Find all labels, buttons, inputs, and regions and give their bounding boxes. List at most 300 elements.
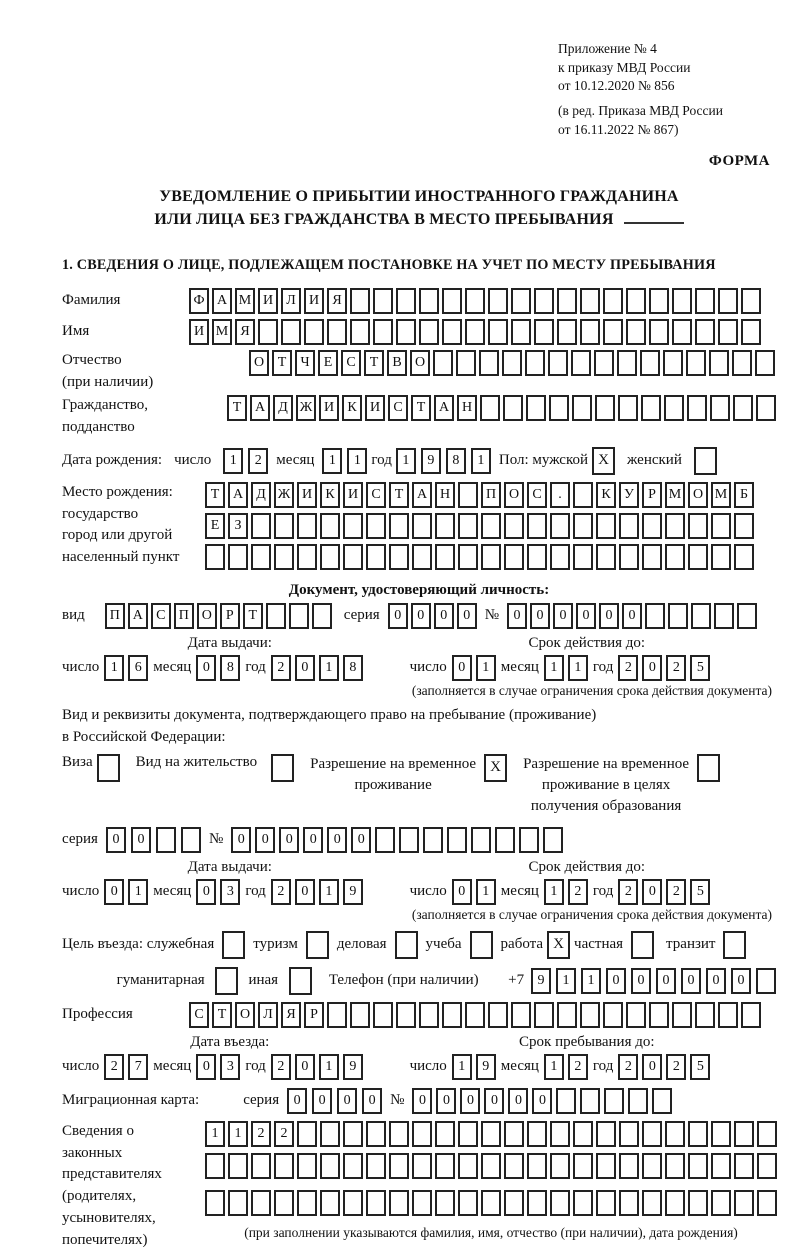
char-cell[interactable]	[757, 1153, 777, 1179]
char-cell[interactable]	[465, 319, 485, 345]
char-cell[interactable]	[442, 1002, 462, 1028]
char-cell[interactable]: 0	[681, 968, 701, 994]
char-cell[interactable]	[596, 1190, 616, 1216]
char-cell[interactable]: Т	[205, 482, 225, 508]
char-cell[interactable]	[556, 1088, 576, 1114]
purpose-tourism-checkbox[interactable]	[306, 931, 329, 959]
char-cell[interactable]: 2	[104, 1054, 124, 1080]
char-cell[interactable]	[571, 350, 591, 376]
char-cell[interactable]: О	[235, 1002, 255, 1028]
char-cell[interactable]	[757, 1190, 777, 1216]
char-cell[interactable]	[641, 395, 661, 421]
char-cell[interactable]: Ф	[189, 288, 209, 314]
char-cell[interactable]	[580, 288, 600, 314]
char-cell[interactable]	[688, 1153, 708, 1179]
char-cell[interactable]: А	[250, 395, 270, 421]
char-cell[interactable]: Я	[327, 288, 347, 314]
char-cell[interactable]	[572, 395, 592, 421]
char-cell[interactable]: О	[249, 350, 269, 376]
char-cell[interactable]: Ж	[274, 482, 294, 508]
char-cell[interactable]	[734, 544, 754, 570]
char-cell[interactable]: 8	[343, 655, 363, 681]
char-cell[interactable]	[343, 513, 363, 539]
char-cell[interactable]	[718, 288, 738, 314]
char-cell[interactable]	[281, 319, 301, 345]
char-cell[interactable]: Д	[251, 482, 271, 508]
char-cell[interactable]	[258, 319, 278, 345]
char-cell[interactable]	[756, 968, 776, 994]
char-cell[interactable]	[665, 544, 685, 570]
char-cell[interactable]	[350, 319, 370, 345]
char-cell[interactable]: А	[412, 482, 432, 508]
char-cell[interactable]	[412, 1190, 432, 1216]
char-cell[interactable]: 8	[220, 655, 240, 681]
char-cell[interactable]	[412, 1153, 432, 1179]
char-cell[interactable]	[433, 350, 453, 376]
char-cell[interactable]	[619, 1153, 639, 1179]
char-cell[interactable]	[734, 1153, 754, 1179]
char-cell[interactable]: 0	[196, 1054, 216, 1080]
char-cell[interactable]	[573, 1153, 593, 1179]
char-cell[interactable]: Н	[457, 395, 477, 421]
char-cell[interactable]: 5	[690, 1054, 710, 1080]
char-cell[interactable]	[435, 1190, 455, 1216]
char-cell[interactable]: У	[619, 482, 639, 508]
char-cell[interactable]: 1	[556, 968, 576, 994]
char-cell[interactable]	[649, 288, 669, 314]
char-cell[interactable]	[618, 395, 638, 421]
char-cell[interactable]: 0	[460, 1088, 480, 1114]
char-cell[interactable]	[741, 288, 761, 314]
char-cell[interactable]	[550, 1153, 570, 1179]
char-cell[interactable]	[442, 319, 462, 345]
char-cell[interactable]	[304, 319, 324, 345]
char-cell[interactable]	[274, 1190, 294, 1216]
char-cell[interactable]	[672, 288, 692, 314]
char-cell[interactable]: О	[504, 482, 524, 508]
char-cell[interactable]	[343, 1190, 363, 1216]
char-cell[interactable]	[251, 1153, 271, 1179]
char-cell[interactable]: Т	[411, 395, 431, 421]
char-cell[interactable]: 0	[452, 879, 472, 905]
char-cell[interactable]	[399, 827, 419, 853]
char-cell[interactable]	[456, 350, 476, 376]
char-cell[interactable]: 0	[287, 1088, 307, 1114]
char-cell[interactable]	[503, 395, 523, 421]
char-cell[interactable]	[596, 1121, 616, 1147]
char-cell[interactable]	[504, 544, 524, 570]
char-cell[interactable]	[350, 288, 370, 314]
char-cell[interactable]	[419, 1002, 439, 1028]
char-cell[interactable]	[594, 350, 614, 376]
char-cell[interactable]	[603, 288, 623, 314]
char-cell[interactable]	[458, 1190, 478, 1216]
char-cell[interactable]: О	[197, 603, 217, 629]
purpose-other-checkbox[interactable]	[289, 967, 312, 995]
char-cell[interactable]	[550, 1190, 570, 1216]
char-cell[interactable]: Д	[273, 395, 293, 421]
char-cell[interactable]	[527, 1121, 547, 1147]
char-cell[interactable]	[580, 1088, 600, 1114]
char-cell[interactable]: 2	[618, 1054, 638, 1080]
char-cell[interactable]	[205, 544, 225, 570]
char-cell[interactable]	[534, 319, 554, 345]
char-cell[interactable]	[343, 544, 363, 570]
char-cell[interactable]: 1	[347, 448, 367, 474]
char-cell[interactable]: 1	[476, 655, 496, 681]
char-cell[interactable]: 5	[690, 879, 710, 905]
char-cell[interactable]: Б	[734, 482, 754, 508]
purpose-business-checkbox[interactable]	[395, 931, 418, 959]
char-cell[interactable]	[548, 350, 568, 376]
char-cell[interactable]	[465, 288, 485, 314]
char-cell[interactable]	[366, 544, 386, 570]
char-cell[interactable]	[366, 513, 386, 539]
char-cell[interactable]: 0	[642, 655, 662, 681]
char-cell[interactable]: Р	[220, 603, 240, 629]
char-cell[interactable]	[495, 827, 515, 853]
char-cell[interactable]: 2	[568, 879, 588, 905]
char-cell[interactable]: 1	[476, 879, 496, 905]
char-cell[interactable]	[389, 544, 409, 570]
char-cell[interactable]	[734, 1121, 754, 1147]
char-cell[interactable]: 2	[666, 655, 686, 681]
purpose-work-checkbox[interactable]: X	[547, 931, 570, 959]
char-cell[interactable]	[343, 1153, 363, 1179]
char-cell[interactable]	[511, 1002, 531, 1028]
char-cell[interactable]	[695, 288, 715, 314]
char-cell[interactable]	[695, 1002, 715, 1028]
char-cell[interactable]	[628, 1088, 648, 1114]
char-cell[interactable]: 6	[128, 655, 148, 681]
char-cell[interactable]: 0	[106, 827, 126, 853]
char-cell[interactable]: 0	[631, 968, 651, 994]
char-cell[interactable]	[664, 395, 684, 421]
char-cell[interactable]	[366, 1121, 386, 1147]
char-cell[interactable]	[504, 513, 524, 539]
char-cell[interactable]	[688, 1190, 708, 1216]
char-cell[interactable]: С	[341, 350, 361, 376]
char-cell[interactable]	[527, 1153, 547, 1179]
char-cell[interactable]	[274, 544, 294, 570]
char-cell[interactable]	[366, 1190, 386, 1216]
temp-residence-checkbox[interactable]: X	[484, 754, 507, 782]
char-cell[interactable]	[481, 1190, 501, 1216]
char-cell[interactable]: И	[258, 288, 278, 314]
char-cell[interactable]: А	[228, 482, 248, 508]
char-cell[interactable]: 2	[271, 879, 291, 905]
char-cell[interactable]: 1	[581, 968, 601, 994]
char-cell[interactable]	[297, 544, 317, 570]
char-cell[interactable]	[596, 513, 616, 539]
char-cell[interactable]	[652, 1088, 672, 1114]
char-cell[interactable]	[465, 1002, 485, 1028]
char-cell[interactable]	[755, 350, 775, 376]
char-cell[interactable]	[366, 1153, 386, 1179]
char-cell[interactable]	[691, 603, 711, 629]
char-cell[interactable]	[640, 350, 660, 376]
char-cell[interactable]	[458, 1153, 478, 1179]
char-cell[interactable]: 1	[544, 655, 564, 681]
char-cell[interactable]: 5	[690, 655, 710, 681]
char-cell[interactable]	[412, 544, 432, 570]
char-cell[interactable]	[181, 827, 201, 853]
char-cell[interactable]	[471, 827, 491, 853]
char-cell[interactable]	[327, 1002, 347, 1028]
char-cell[interactable]: М	[235, 288, 255, 314]
char-cell[interactable]	[481, 1153, 501, 1179]
char-cell[interactable]	[573, 482, 593, 508]
char-cell[interactable]	[642, 1153, 662, 1179]
char-cell[interactable]	[458, 1121, 478, 1147]
char-cell[interactable]	[488, 319, 508, 345]
char-cell[interactable]: И	[343, 482, 363, 508]
char-cell[interactable]	[714, 603, 734, 629]
char-cell[interactable]: 2	[618, 879, 638, 905]
char-cell[interactable]: П	[105, 603, 125, 629]
char-cell[interactable]: С	[388, 395, 408, 421]
char-cell[interactable]	[458, 482, 478, 508]
char-cell[interactable]	[297, 1121, 317, 1147]
char-cell[interactable]	[550, 1121, 570, 1147]
char-cell[interactable]	[511, 319, 531, 345]
char-cell[interactable]	[732, 350, 752, 376]
char-cell[interactable]	[741, 319, 761, 345]
char-cell[interactable]	[580, 319, 600, 345]
char-cell[interactable]	[396, 319, 416, 345]
char-cell[interactable]: 0	[452, 655, 472, 681]
char-cell[interactable]	[350, 1002, 370, 1028]
char-cell[interactable]	[228, 544, 248, 570]
char-cell[interactable]	[688, 1121, 708, 1147]
char-cell[interactable]	[665, 513, 685, 539]
char-cell[interactable]	[649, 319, 669, 345]
char-cell[interactable]	[297, 1153, 317, 1179]
char-cell[interactable]: 0	[351, 827, 371, 853]
char-cell[interactable]	[642, 544, 662, 570]
char-cell[interactable]	[327, 319, 347, 345]
char-cell[interactable]: 0	[295, 1054, 315, 1080]
char-cell[interactable]: 8	[446, 448, 466, 474]
char-cell[interactable]: А	[434, 395, 454, 421]
char-cell[interactable]: Р	[304, 1002, 324, 1028]
char-cell[interactable]: Р	[642, 482, 662, 508]
char-cell[interactable]: 0	[622, 603, 642, 629]
char-cell[interactable]	[205, 1153, 225, 1179]
char-cell[interactable]	[396, 288, 416, 314]
char-cell[interactable]	[419, 319, 439, 345]
char-cell[interactable]	[603, 1002, 623, 1028]
char-cell[interactable]	[504, 1121, 524, 1147]
char-cell[interactable]: 0	[508, 1088, 528, 1114]
char-cell[interactable]	[626, 1002, 646, 1028]
char-cell[interactable]	[695, 319, 715, 345]
char-cell[interactable]: 0	[255, 827, 275, 853]
char-cell[interactable]: 0	[706, 968, 726, 994]
char-cell[interactable]: 9	[531, 968, 551, 994]
char-cell[interactable]	[596, 544, 616, 570]
char-cell[interactable]: 3	[220, 879, 240, 905]
char-cell[interactable]	[343, 1121, 363, 1147]
char-cell[interactable]	[595, 395, 615, 421]
char-cell[interactable]: И	[297, 482, 317, 508]
char-cell[interactable]: 1	[471, 448, 491, 474]
char-cell[interactable]	[580, 1002, 600, 1028]
char-cell[interactable]: 1	[452, 1054, 472, 1080]
char-cell[interactable]	[557, 288, 577, 314]
char-cell[interactable]: 0	[279, 827, 299, 853]
char-cell[interactable]: Л	[258, 1002, 278, 1028]
char-cell[interactable]	[626, 319, 646, 345]
char-cell[interactable]	[320, 513, 340, 539]
char-cell[interactable]	[442, 288, 462, 314]
char-cell[interactable]	[737, 603, 757, 629]
char-cell[interactable]: И	[319, 395, 339, 421]
char-cell[interactable]	[596, 1153, 616, 1179]
char-cell[interactable]	[688, 544, 708, 570]
char-cell[interactable]: 0	[327, 827, 347, 853]
char-cell[interactable]: 0	[553, 603, 573, 629]
char-cell[interactable]	[718, 1002, 738, 1028]
char-cell[interactable]: 2	[271, 1054, 291, 1080]
char-cell[interactable]: 0	[196, 655, 216, 681]
char-cell[interactable]: 9	[343, 879, 363, 905]
char-cell[interactable]: В	[387, 350, 407, 376]
char-cell[interactable]	[419, 288, 439, 314]
char-cell[interactable]	[519, 827, 539, 853]
char-cell[interactable]: 0	[436, 1088, 456, 1114]
char-cell[interactable]	[412, 513, 432, 539]
char-cell[interactable]	[312, 603, 332, 629]
char-cell[interactable]: А	[212, 288, 232, 314]
char-cell[interactable]: 1	[128, 879, 148, 905]
char-cell[interactable]: 0	[599, 603, 619, 629]
char-cell[interactable]: 0	[457, 603, 477, 629]
char-cell[interactable]	[373, 319, 393, 345]
char-cell[interactable]	[550, 513, 570, 539]
char-cell[interactable]	[642, 1190, 662, 1216]
char-cell[interactable]: 3	[220, 1054, 240, 1080]
visa-checkbox[interactable]	[97, 754, 120, 782]
char-cell[interactable]: О	[688, 482, 708, 508]
purpose-humanitarian-checkbox[interactable]	[215, 967, 238, 995]
char-cell[interactable]: 2	[274, 1121, 294, 1147]
sex-male-checkbox[interactable]: X	[592, 447, 615, 475]
char-cell[interactable]	[526, 395, 546, 421]
char-cell[interactable]: Т	[243, 603, 263, 629]
char-cell[interactable]: П	[174, 603, 194, 629]
char-cell[interactable]: 2	[568, 1054, 588, 1080]
char-cell[interactable]: 0	[295, 655, 315, 681]
char-cell[interactable]	[373, 1002, 393, 1028]
char-cell[interactable]: З	[228, 513, 248, 539]
char-cell[interactable]	[665, 1190, 685, 1216]
char-cell[interactable]	[573, 1190, 593, 1216]
char-cell[interactable]: 0	[606, 968, 626, 994]
char-cell[interactable]: Т	[227, 395, 247, 421]
char-cell[interactable]	[435, 544, 455, 570]
char-cell[interactable]: 9	[476, 1054, 496, 1080]
char-cell[interactable]	[733, 395, 753, 421]
char-cell[interactable]: 1	[104, 655, 124, 681]
char-cell[interactable]: Т	[389, 482, 409, 508]
char-cell[interactable]: 0	[412, 1088, 432, 1114]
char-cell[interactable]	[228, 1153, 248, 1179]
char-cell[interactable]	[274, 1153, 294, 1179]
char-cell[interactable]: К	[596, 482, 616, 508]
char-cell[interactable]: Т	[272, 350, 292, 376]
purpose-private-checkbox[interactable]	[631, 931, 654, 959]
char-cell[interactable]	[619, 1121, 639, 1147]
char-cell[interactable]: С	[527, 482, 547, 508]
char-cell[interactable]: Н	[435, 482, 455, 508]
char-cell[interactable]	[274, 513, 294, 539]
char-cell[interactable]: Я	[281, 1002, 301, 1028]
char-cell[interactable]: С	[151, 603, 171, 629]
char-cell[interactable]: 7	[128, 1054, 148, 1080]
char-cell[interactable]	[373, 288, 393, 314]
char-cell[interactable]: 0	[362, 1088, 382, 1114]
char-cell[interactable]	[389, 1190, 409, 1216]
char-cell[interactable]: 1	[319, 655, 339, 681]
char-cell[interactable]	[251, 544, 271, 570]
char-cell[interactable]	[617, 350, 637, 376]
char-cell[interactable]	[649, 1002, 669, 1028]
char-cell[interactable]: И	[189, 319, 209, 345]
char-cell[interactable]	[504, 1190, 524, 1216]
char-cell[interactable]	[711, 1190, 731, 1216]
char-cell[interactable]	[626, 288, 646, 314]
char-cell[interactable]: 2	[618, 655, 638, 681]
char-cell[interactable]	[480, 395, 500, 421]
char-cell[interactable]	[297, 1190, 317, 1216]
char-cell[interactable]: 1	[396, 448, 416, 474]
char-cell[interactable]: 1	[544, 879, 564, 905]
char-cell[interactable]	[619, 544, 639, 570]
char-cell[interactable]: 1	[322, 448, 342, 474]
char-cell[interactable]	[642, 513, 662, 539]
char-cell[interactable]: 0	[656, 968, 676, 994]
char-cell[interactable]	[534, 288, 554, 314]
char-cell[interactable]: Т	[364, 350, 384, 376]
char-cell[interactable]	[423, 827, 443, 853]
char-cell[interactable]: Е	[205, 513, 225, 539]
char-cell[interactable]	[527, 513, 547, 539]
char-cell[interactable]	[447, 827, 467, 853]
char-cell[interactable]	[435, 1121, 455, 1147]
char-cell[interactable]: 0	[295, 879, 315, 905]
char-cell[interactable]: М	[665, 482, 685, 508]
char-cell[interactable]	[458, 544, 478, 570]
char-cell[interactable]: К	[342, 395, 362, 421]
purpose-transit-checkbox[interactable]	[723, 931, 746, 959]
char-cell[interactable]	[711, 544, 731, 570]
char-cell[interactable]: К	[320, 482, 340, 508]
char-cell[interactable]	[251, 1190, 271, 1216]
char-cell[interactable]	[668, 603, 688, 629]
char-cell[interactable]	[205, 1190, 225, 1216]
char-cell[interactable]	[251, 513, 271, 539]
char-cell[interactable]: 2	[271, 655, 291, 681]
char-cell[interactable]: 1	[223, 448, 243, 474]
char-cell[interactable]	[481, 544, 501, 570]
char-cell[interactable]: 1	[544, 1054, 564, 1080]
char-cell[interactable]	[603, 319, 623, 345]
char-cell[interactable]	[557, 319, 577, 345]
char-cell[interactable]	[534, 1002, 554, 1028]
char-cell[interactable]: А	[128, 603, 148, 629]
char-cell[interactable]	[458, 513, 478, 539]
